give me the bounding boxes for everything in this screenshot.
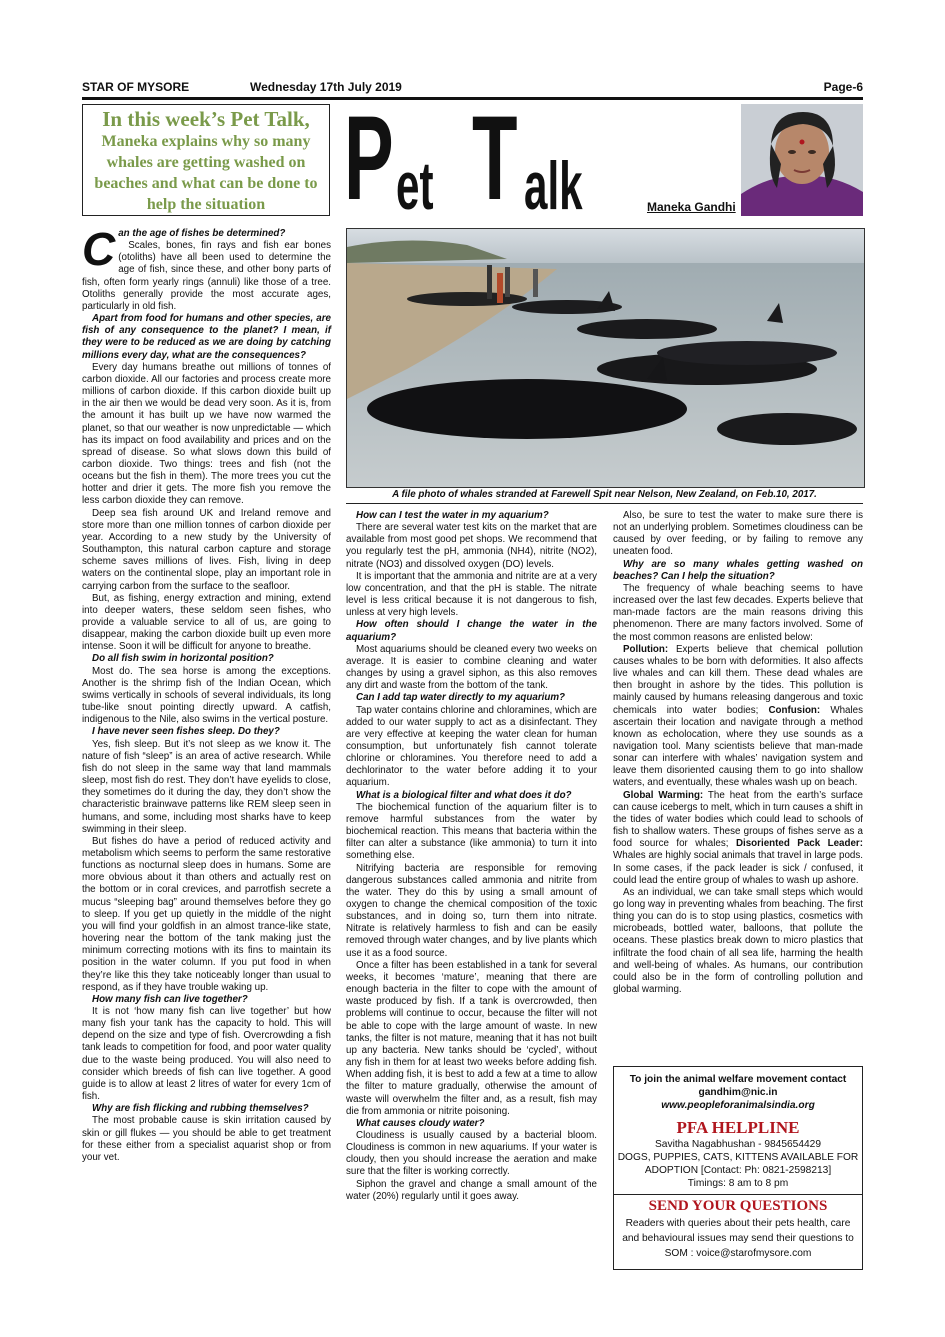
helpline-heading: PFA HELPLINE bbox=[676, 1118, 800, 1137]
timings: Timings: 8 am to 8 pm bbox=[687, 1178, 789, 1189]
teaser-headline: In this week’s Pet Talk, bbox=[102, 107, 310, 131]
helpline-contact: Savitha Nagabhushan - 9845654429 bbox=[655, 1139, 821, 1150]
paragraph-warming bbox=[613, 790, 863, 887]
readers-note: Readers with queries about their pets health, care and behavioural issues may send their questions to SOM : voice@starofmysore.com bbox=[622, 1218, 854, 1259]
text: The heat from the earth’s surface can cause icebergs to melt, which in turn causes a shift in the tides of water bodies which could lead to schools of fish to shallow waters. These groups of fishes serve as a food source for whales; bbox=[613, 789, 863, 850]
paragraph: Yes, fish sleep. But it’s not sleep as we know it. The nature of fish “sleep” is an area of active research. While fish do not sleep in the same way that land mammals sleep, most fish do rest. They don’t have eyelids to close, they sometimes do it during the day, they don’t show the characteristic brainwave patterns like REM sleep seen in humans, and some, including most sharks have to keep swimming in their sleep. bbox=[82, 738, 331, 835]
text: Whales are highly social animals that travel in large pods. In some cases, if the pack leader is sick / confused, it could lead the entire group of whales to wash up ashore. bbox=[613, 850, 863, 886]
paragraph: Cloudiness is usually caused by a bacterial bloom. Cloudiness is common in new aquariums. If your water is cloudy, then you should increase the aeration and make sure that the filter is working correctly. bbox=[346, 1129, 597, 1178]
paragraph-pollution bbox=[613, 644, 863, 790]
paragraph: It is not ‘how many fish can live together’ but how many fish your tank has the capacity to hold. This will depend on the size and type of fish. Overcrowding a fish tank leads to competition for food, and poor water quality due to the waste being produced. You will also need to consider which breeds of fish can live together. A good guide is to allow at least 2 litres of water for every 1cm of fish. bbox=[82, 1006, 331, 1103]
article-column-1 bbox=[82, 223, 331, 1164]
teaser-subhead: Maneka explains why so many whales are getting washed on beaches and what can be done to help the situation bbox=[94, 133, 318, 213]
question-change-water: How often should I change the water in the aquarium? bbox=[346, 619, 597, 643]
term-global-warming: Global Warming: bbox=[623, 789, 704, 801]
title-letter-p: P bbox=[344, 91, 394, 225]
paragraph: Also, be sure to test the water to make sure there is not an underlying problem. Sometimes cloudiness can be caused by over feeding, or by failing to remove any uneaten food. bbox=[613, 510, 863, 558]
adoption-info: DOGS, PUPPIES, CATS, KITTENS AVAILABLE FOR ADOPTION [Contact: Ph: 0821-2598213] bbox=[617, 1152, 859, 1176]
paragraph: The frequency of whale beaching seems to have increased over the last few decades. Experts believe that man-made factors are the main reasons driving this phenomenon. There are many factors involved. Some of the most common reasons are enlisted below: bbox=[613, 582, 863, 643]
drop-cap: C bbox=[82, 223, 116, 275]
paragraph: Tap water contains chlorine and chloramines, which are added to our water supply to act as a disinfectant. They are very effective at keeping the water clean for human consumption, but unfortunately fish cannot tolerate chlorine or chloramines. You therefore need to add a dechlorinator to the water before adding it to your aquarium. bbox=[346, 704, 597, 789]
box-divider bbox=[614, 1194, 862, 1195]
contact-website[interactable]: www.peopleforanimalsindia.org bbox=[661, 1100, 815, 1111]
title-alk: alk bbox=[524, 148, 583, 224]
paragraph: Scales, bones, fin rays and fish ear bones (otoliths) have all been used to determine the age of fish, since these, and other bony parts of fish, often form yearly rings (annuli) like those of a tree. Otoliths generally provide the most accurate ages, particularly in old fish. bbox=[82, 240, 331, 312]
question-biological-filter: What is a biological filter and what does it do? bbox=[356, 789, 572, 801]
paragraph: Once a filter has been established in a tank for several weeks, it becomes ‘mature’, meaning that there are enough bacteria in the filter to cope with the amount of waste produced by fish. If a tank is overcrowded, then problems will continue to occur, because the filter will not be able to cope with the large amount of waste. In new tanks, the filter is not mature, meaning that it has not built up any bacteria. New tanks should be ‘cycled’, without any fish in them for at least two weeks before adding fish. When adding fish, it is best to add a few at a time to allow the filter to mature gradually, otherwise the amount of waste will overwhelm the filter and, as a result, fish may die from ammonia or nitrite poisoning. bbox=[346, 959, 597, 1117]
teaser-box bbox=[82, 104, 330, 216]
question-cloudy-water: What causes cloudy water? bbox=[356, 1117, 485, 1129]
title-letter-t: T bbox=[472, 91, 518, 225]
paragraph: But fishes do have a period of reduced activity and metabolism which seems to perform the same restorative functions as nocturnal sleep does in humans. Some are more obvious about it than others and actually rest on the bottom or in coral crevices, and parrotfish secrete a mucus “sleeping bag” around themselves before they go to sleep. If you get up quietly in the middle of the night you will find your goldfish in an almost trance-like state, hovering near the bottom of the tank making just the minimum correcting motions with its fins to maintain its position in the water column. If you put food in when they’re like this they take noticeably longer than usual to respond, as if they have trouble waking up. bbox=[82, 835, 331, 993]
question-horizontal: Do all fish swim in horizontal position? bbox=[92, 653, 274, 665]
page-number: Page-6 bbox=[823, 80, 863, 94]
photo-caption: A file photo of whales stranded at Farewell Spit near Nelson, New Zealand, on Feb.10, 2017. bbox=[392, 489, 817, 500]
join-text: To join the animal welfare movement contact bbox=[629, 1074, 847, 1085]
column-title bbox=[344, 91, 644, 225]
title-et: et bbox=[396, 148, 434, 224]
paragraph: There are several water test kits on the market that are available from most good pet shops. We recommend that you regularly test the pH, ammonia (NH4), nitrite (NO2), nitrate (NO3) and dissolved oxygen (DO) levels. bbox=[346, 522, 597, 570]
paragraph: Most do. The sea horse is among the exceptions. Another is the shrimp fish of the Indian Ocean, which swims vertically in schools of several individuals, its long tube-like snout pointing directly upward. A catfish, indigenous to the Nile, also swims in the vertical posture. bbox=[82, 665, 331, 726]
portrait-illustration bbox=[741, 104, 863, 216]
paper-name: STAR OF MYSORE bbox=[82, 80, 190, 94]
term-pack-leader: Disoriented Pack Leader: bbox=[735, 838, 864, 850]
paragraph: But, as fishing, energy extraction and mining, extend into deeper waters, these seldom seen fishes, who provide a valuable service to all of us, are going to disappear, making the carbon dioxide built up even more intense. Soon it will be difficult for anyone to breathe. bbox=[82, 592, 331, 653]
question-age-of-fish bbox=[82, 223, 331, 275]
paragraph: Nitrifying bacteria are responsible for removing dangerous substances called ammonia and nitrite from the water. They do this by using a small amount of oxygen to change the chemical composition of the toxic substances, and in doing so, turn them into nitrate. Nitrate is relatively harmless to fish and can be easily removed through water changes, and by live plants which use it as a food source. bbox=[346, 862, 597, 959]
paragraph: As an individual, we can take small steps which would go long way in preventing whales from beaching. The first thing you can do is to stop using plastics, cosmetics with microbeads, bottled water, balloons, that pollute the oceans. These plastics break down to micro plastics that infiltrate the food chain of all sea life, harming the health and well-being of whales. As humans, our contribution could also be in the form of controlling pollution and global warming. bbox=[613, 886, 863, 996]
paragraph: The most probable cause is skin irritation caused by skin or gill flukes — you should be able to get treatment for these either from a specialist aquarist shop or from your vet. bbox=[82, 1115, 331, 1163]
question-how-many: How many fish can live together? bbox=[92, 993, 248, 1005]
caption-rule bbox=[346, 503, 863, 504]
issue-date: Wednesday 17th July 2019 bbox=[250, 80, 402, 94]
contact-box bbox=[613, 1066, 863, 1270]
paragraph: It is important that the ammonia and nitrite are at a very low concentration, and that the pH is stable. The nitrate level is less critical because it is not dangerous to fish, unless at very high levels. bbox=[346, 570, 597, 619]
article-column-3 bbox=[613, 510, 863, 996]
paragraph: The biochemical function of the aquarium filter is to remove harmful substances from the water by biochemical reaction. This means that bacteria within the filter can alter a substance (like ammonia) to turn it into something else. bbox=[346, 801, 597, 862]
paragraph: Most aquariums should be cleaned every two weeks on average. It is easier to combine cleaning and water changes by using a gravel siphon, as this also removes any dirt and waste from the bottom of the tank. bbox=[346, 643, 597, 692]
text: Whales ascertain their location and navigate through a method known as echolocation, where they use sounds as a navigation tool. Many scientists believe that man-made sonar can interfere with whales’ navigation system and leave them disoriented causing them to go into shallow waters, and eventually, these whales wash up on beach. bbox=[613, 704, 863, 789]
byline: Maneka Gandhi bbox=[647, 200, 736, 214]
question-text: an the age of fishes be determined? bbox=[118, 228, 286, 239]
send-questions-heading: SEND YOUR QUESTIONS bbox=[648, 1198, 828, 1214]
question-whales: Why are so many whales getting washed on beaches? Can I help the situation? bbox=[613, 558, 863, 582]
article-column-2 bbox=[346, 510, 597, 1203]
author-portrait bbox=[741, 104, 863, 216]
text: Experts believe that chemical pollution causes whales to be born with deformities. It also affects live whales and can kill them. These dead whales are then brought in ashore by the tides. This pollution is mainly caused by humans releasing dangerous and toxic chemicals into water bodies; bbox=[613, 643, 863, 716]
question-test-water: How can I test the water in my aquarium? bbox=[356, 510, 549, 521]
paragraph: Every day humans breathe out millions of tonnes of carbon dioxide. All our factories and process create more millions of carbon dioxide. If this carbon dioxide built up in the air then we would be dead very soon. As it is, from the amount it has built up we have now warmed the planet, so that our weather is now unpredictable — which has its impact on food availability and prices and on the spread of disease. So what slows down this build of carbon dioxide. Two things: trees and fish (not the oceans but the fish in them). The more trees you cut the hotter and drier it gets. The more fish you remove the less carbon dioxide they can remove. bbox=[82, 361, 331, 507]
question-flicking: Why are fish flicking and rubbing themselves? bbox=[92, 1103, 309, 1115]
paragraph: Siphon the gravel and change a small amount of the water (20%) regularly until it goes away. bbox=[346, 1178, 597, 1202]
paragraph: Deep sea fish around UK and Ireland remove and store more than one million tonnes of carbon dioxide per year. According to a new study by the University of Southampton, this natural carbon capture and storage scheme saves millions of lives. Fish, living in deep waters on the continental slope, play an important role in carrying carbon from the surface to the seafloor. bbox=[82, 507, 331, 592]
question-sleep: I have never seen fishes sleep. Do they? bbox=[92, 726, 280, 738]
question-consequence: Apart from food for humans and other species, are fish of any consequence to the planet? I mean, if they were to be reduced as we are doing by catching millions every day, what are the consequences? bbox=[82, 313, 331, 361]
term-confusion: Confusion: bbox=[768, 704, 821, 716]
whales-photo bbox=[346, 228, 865, 488]
contact-email[interactable]: gandhim@nic.in bbox=[698, 1087, 778, 1098]
term-pollution: Pollution: bbox=[623, 643, 669, 655]
stranded-whales-illustration bbox=[347, 229, 864, 487]
question-tap-water: Can I add tap water directly to my aquarium? bbox=[356, 692, 566, 704]
